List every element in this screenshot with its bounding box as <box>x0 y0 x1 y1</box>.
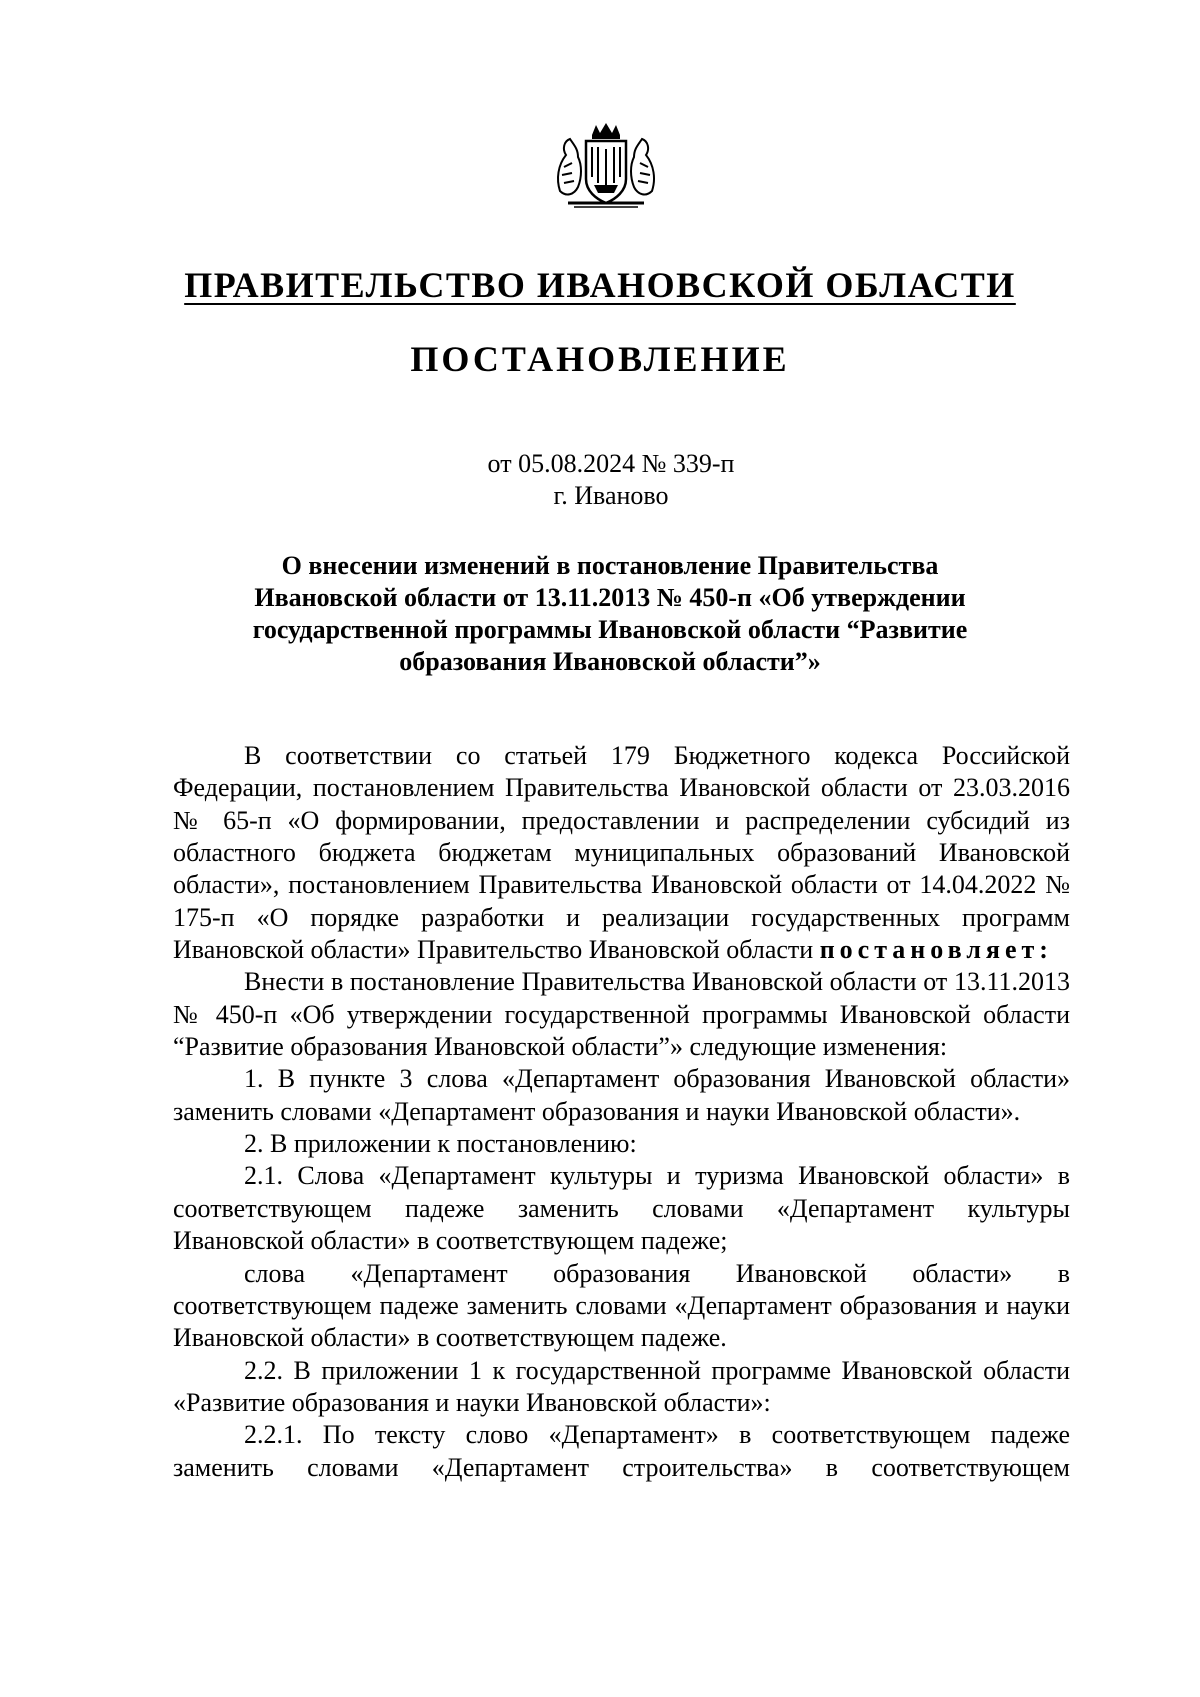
body-paragraph: 1. В пункте 3 слова «Департамент образования Ивановской области» заменить словами «Департамент образования и науки Ивановской области». <box>173 1064 1070 1126</box>
body-paragraph: 2.1. Слова «Департамент культуры и туризма Ивановской области» в соответствующем падеже заменить словами «Департамент культуры Ивановской области» в соответствующем падеже; <box>173 1161 1070 1256</box>
body-paragraph: 2.2. В приложении 1 к государственной программе Ивановской области «Развитие образования и науки Ивановской области»: <box>173 1355 1070 1417</box>
coat-of-arms-icon <box>554 121 658 211</box>
document-subject <box>210 550 1010 678</box>
government-name: ПРАВИТЕЛЬСТВО ИВАНОВСКОЙ ОБЛАСТИ <box>184 265 1016 305</box>
resolves-word: постановляет: <box>819 935 1053 965</box>
body-paragraph: слова «Департамент образования Ивановской области» в соответствующем падеже заменить словами «Департамент образования и науки Ивановской области» в соответствующем падеже. <box>173 1258 1070 1353</box>
body-paragraph: 2.2.1. По тексту слово «Департамент» в соответствующем падеже заменить словами «Департамент строительства» в соответствующем <box>173 1420 1070 1482</box>
preamble-paragraph <box>173 740 1070 966</box>
subject-line: Ивановской области от 13.11.2013 № 450-п «Об утверждении <box>254 583 966 612</box>
body-paragraph: 2. В приложении к постановлению: <box>244 1129 637 1159</box>
subject-line: государственной программы Ивановской области “Развитие <box>252 615 968 644</box>
subject-line: образования Ивановской области”» <box>399 647 821 676</box>
body-paragraph: Внести в постановление Правительства Ивановской области от 13.11.2013 № 450-п «Об утверждении государственной программы Ивановской области “Развитие образования Ивановской области”» следующие изменения: <box>173 967 1070 1062</box>
city: г. Иваново <box>553 481 669 510</box>
preamble-text: В соответствии со статьей 179 Бюджетного кодекса Российской Федерации, постановлением Правительства Ивановской области от 23.03.2016 № 65-п «О формировании, предоставлении и распределении субсидий из областного бюджета бюджетам муниципальных образований Ивановской области», постановлением Правительства Ивановской области от 14.04.2022 № 175-п «О порядке разработки и реализации государственных программ Ивановской области» Правительство Ивановской области <box>173 741 1070 965</box>
document-type: ПОСТАНОВЛЕНИЕ <box>410 339 790 379</box>
date-and-number: от 05.08.2024 № 339-п <box>487 449 735 478</box>
subject-line: О внесении изменений в постановление Правительства <box>281 551 939 580</box>
document-body <box>173 740 1070 1484</box>
